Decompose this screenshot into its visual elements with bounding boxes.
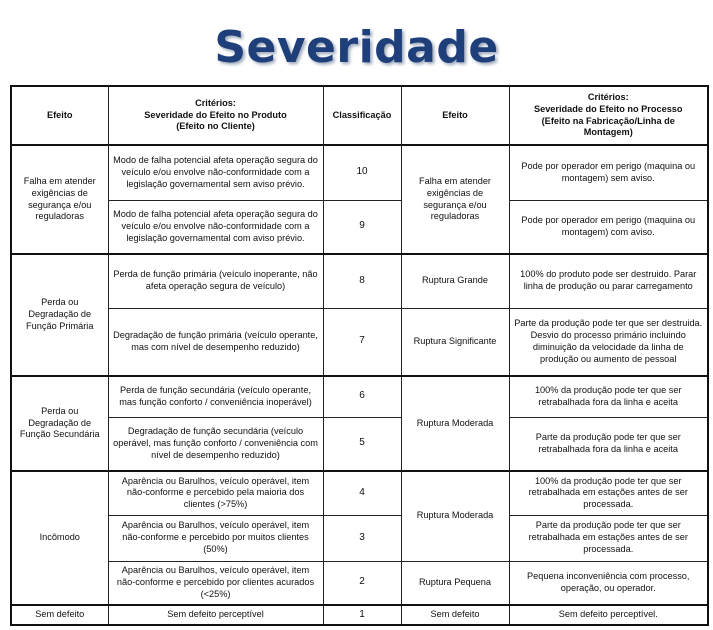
proc-effect: Ruptura Grande (401, 254, 509, 308)
rating: 7 (323, 308, 401, 376)
proc-criterion: 100% do produto pode ser destruido. Parar linha de produção ou parar carregamento (509, 254, 708, 308)
page-title: Severidade (214, 22, 499, 73)
group-prod-secondary: Perda ou Degradação de Função Secundária (11, 376, 108, 471)
prod-criterion: Degradação de função primária (veículo operante, mas com nível de desempenho reduzido) (108, 308, 323, 376)
proc-criterion: Pode por operador em perigo (maquina ou montagem) sem aviso. (509, 145, 708, 200)
table-row (11, 254, 708, 308)
table-row (11, 605, 708, 625)
header-criterio-produto: Critérios: Severidade do Efeito no Produto (Efeito no Cliente) (108, 86, 323, 145)
table-header-row (11, 86, 708, 145)
group-prod-annoyance: Incômodo (11, 471, 108, 605)
rating: 2 (323, 561, 401, 605)
header-criterio-processo: Critérios: Severidade do Efeito no Processo (Efeito na Fabricação/Linha de Montagem) (509, 86, 708, 145)
prod-criterion: Sem defeito perceptível (108, 605, 323, 625)
prod-criterion: Degradação de função secundária (veículo operável, mas função conforto / conveniência com nível de desempenho reduzido) (108, 417, 323, 471)
severity-table (10, 85, 709, 626)
prod-criterion: Aparência ou Barulhos, veículo operável, item não-conforme e percebido pela maioria dos clientes (>75%) (108, 471, 323, 515)
group-proc-safety: Falha em atender exigências de segurança e/ou reguladoras (401, 145, 509, 254)
table-row (11, 145, 708, 200)
header-classificacao: Classificação (323, 86, 401, 145)
prod-criterion: Perda de função secundária (veículo operante, mas função conforto / conveniência inoperável) (108, 376, 323, 417)
table-row (11, 376, 708, 417)
prod-criterion: Aparência ou Barulhos, veículo operável, item não-conforme e percebido por muitos clientes (50%) (108, 515, 323, 561)
rating: 4 (323, 471, 401, 515)
proc-criterion: Pode por operador em perigo (maquina ou montagem) com aviso. (509, 200, 708, 254)
prod-criterion: Perda de função primária (veículo inoperante, não afeta operação segura de veículo) (108, 254, 323, 308)
table-row (11, 515, 708, 561)
proc-criterion: 100% da produção pode ter que ser retrabalhada fora da linha e aceita (509, 376, 708, 417)
prod-effect: Sem defeito (11, 605, 108, 625)
rating: 6 (323, 376, 401, 417)
rating: 5 (323, 417, 401, 471)
rating: 1 (323, 605, 401, 625)
rating: 8 (323, 254, 401, 308)
header-efeito-processo: Efeito (401, 86, 509, 145)
proc-criterion: 100% da produção pode ter que ser retrabalhada em estações antes de ser processada. (509, 471, 708, 515)
group-prod-safety: Falha em atender exigências de segurança e/ou reguladoras (11, 145, 108, 254)
prod-criterion: Modo de falha potencial afeta operação segura do veículo e/ou envolve não-conformidade com a legislação governamental com aviso prévio. (108, 200, 323, 254)
proc-criterion: Pequena inconveniência com processo, operação, ou operador. (509, 561, 708, 605)
rating: 9 (323, 200, 401, 254)
rating: 10 (323, 145, 401, 200)
header-efeito: Efeito (11, 86, 108, 145)
group-prod-primary: Perda ou Degradação de Função Primária (11, 254, 108, 376)
rating: 3 (323, 515, 401, 561)
prod-criterion: Modo de falha potencial afeta operação segura do veículo e/ou envolve não-conformidade com a legislação governamental sem aviso prévio. (108, 145, 323, 200)
table-row (11, 471, 708, 515)
table-row (11, 417, 708, 471)
group-proc-moderate-a: Ruptura Moderada (401, 376, 509, 471)
proc-criterion: Parte da produção pode ter que ser retrabalhada fora da linha e aceita (509, 417, 708, 471)
prod-criterion: Aparência ou Barulhos, veículo operável, item não-conforme e percebido por clientes acurados (<25%) (108, 561, 323, 605)
table-row (11, 200, 708, 254)
proc-criterion: Parte da produção pode ter que ser destruida. Desvio do processo primário incluindo diminuição da velocidade da linha de produção ou aumento de pessoal (509, 308, 708, 376)
proc-criterion: Parte da produção pode ter que ser retrabalhada em estações antes de ser processada. (509, 515, 708, 561)
proc-effect: Sem defeito (401, 605, 509, 625)
proc-criterion: Sem defeito perceptível. (509, 605, 708, 625)
table-row (11, 308, 708, 376)
group-proc-moderate-b: Ruptura Moderada (401, 471, 509, 561)
proc-effect: Ruptura Significante (401, 308, 509, 376)
table-row (11, 561, 708, 605)
proc-effect: Ruptura Pequena (401, 561, 509, 605)
